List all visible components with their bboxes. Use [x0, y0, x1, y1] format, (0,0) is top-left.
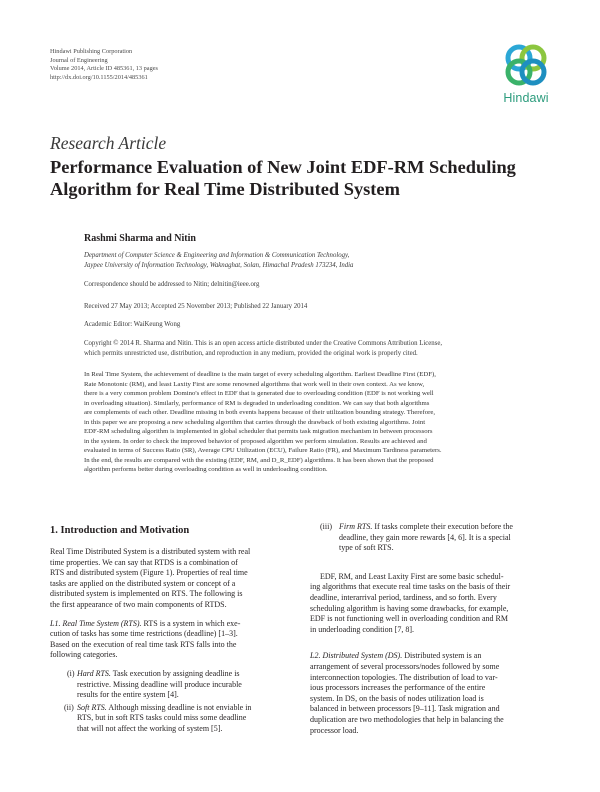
l1-first-text: RTS is a system in which exe- [141, 618, 241, 628]
text-line: type of soft RTS. [339, 543, 394, 553]
abstract-line: are complements of each other. Deadline missing in both events happens because of their utilization bounding strategy. Therefore, [84, 409, 436, 417]
list-item [50, 669, 292, 701]
correspondence-line: Correspondence should be addressed to Nitin; delnitin@ieee.org [84, 281, 260, 288]
text-line: results for the entire system [4]. [77, 690, 179, 700]
scheduling-paragraph [310, 572, 550, 636]
list-first-text: Although missing deadline is not enviable in [106, 702, 252, 712]
l2-heading: L2. Distributed System (DS). [310, 651, 403, 661]
affiliation-line: Jaypee University of Information Technology, Waknaghat, Solan, Himachal Pradesh 173234, India [84, 261, 354, 269]
abstract-line: there is a very common problem Domino's effect in EDF that is generated due to overloading condition (EDF is not working well [84, 390, 434, 398]
logo-wordmark: Hindawi [503, 91, 549, 105]
abstract-line: In the end, the results are compared with the existing (EDF, RM, and D_R_EDF) algorithms. It has been shown that the proposed [84, 456, 434, 464]
text-line: deadline, interarrival period, tardiness, and so forth. Every [310, 592, 497, 602]
abstract [84, 370, 580, 475]
text-line [310, 651, 550, 662]
abstract-line: in the system. In order to check the improved behavior of proposed algorithm we perform simulation. Results are achieved and [84, 437, 427, 445]
abstract-line: In Real Time System, the achievement of deadline is the main target of every scheduling algorithm. Earliest Deadline First (EDF), [84, 371, 436, 378]
copyright [84, 339, 584, 358]
text-line [77, 669, 292, 680]
list-first-text: Task execution by assigning deadline is [110, 668, 240, 678]
text-line: EDF is not functioning well in overloading condition and RM [310, 614, 508, 624]
academic-editor [84, 320, 584, 330]
text-line: time properties. We can say that RTDS is a combination of [50, 557, 238, 567]
title-line: Performance Evaluation of New Joint EDF-RM Scheduling [50, 157, 516, 177]
paper-title [50, 157, 570, 200]
list-term: Hard RTS. [77, 668, 111, 678]
title-line: Algorithm for Real Time Distributed System [50, 178, 400, 199]
doi-link[interactable]: http://dx.doi.org/10.1155/2014/485361 [50, 73, 148, 81]
authors: Rashmi Sharma and Nitin [84, 233, 196, 244]
correspondence [84, 280, 584, 290]
publication-info [50, 48, 350, 82]
hindawi-rings-icon [501, 40, 551, 90]
dates-line: Received 27 May 2013; Accepted 25 November 2013; Published 22 January 2014 [84, 303, 308, 310]
text-line: system. In DS, on the basis of nodes utilization load is [310, 693, 484, 703]
list-number: (iii) [320, 522, 332, 531]
list-first-text: If tasks complete their execution before the [372, 522, 513, 531]
l2-first-text: Distributed system is an [402, 651, 482, 661]
text-line: RTS, but in soft RTS tasks could miss some deadline [77, 713, 247, 723]
text-line: ious processors increases the performance of the entire [310, 683, 486, 693]
text-line: in underloading condition [7, 8]. [310, 624, 414, 634]
l1-paragraph [50, 619, 292, 661]
right-column [310, 524, 550, 744]
text-line: duplication are two methodologies that help in balancing the [310, 714, 504, 724]
text-line: restrictive. Missing deadline will produce incurable [77, 679, 242, 689]
l1-heading: L1. Real Time System (RTS). [50, 618, 142, 628]
volume-info: Volume 2014, Article ID 485361, 13 pages [50, 65, 158, 73]
list-term: Soft RTS. [77, 702, 107, 712]
copyright-line: Copyright © 2014 R. Sharma and Nitin. This is an open access article distributed under the Creative Commons Attribution License, [84, 340, 443, 347]
text-line [50, 619, 292, 630]
list-number: (ii) [64, 702, 74, 712]
text-line: following categories. [50, 650, 118, 660]
text-line: arrangement of several processors/nodes followed by some [310, 661, 500, 671]
text-line: deadline, they gain more rewards [4, 6]. It is a special [339, 532, 511, 542]
text-line: processor load. [310, 725, 359, 735]
text-line: tasks are applied on the distributed system or concept of a [50, 578, 236, 588]
text-line: Real Time Distributed System is a distributed system with real [50, 547, 251, 556]
left-column [50, 524, 292, 736]
abstract-line: evaluated in terms of Success Ratio (SR), Average CPU Utilization (ECU), Failure Ratio (FR), and Maximum Tardiness parameters. [84, 447, 442, 455]
list-item [310, 522, 550, 554]
hindawi-logo [495, 40, 557, 106]
text-line: distributed system is implemented on RTS. The following is [50, 589, 243, 599]
text-line: ing algorithms that execute real time tasks on the basis of their [310, 582, 511, 592]
list-item [50, 703, 292, 735]
text-line: EDF, RM, and Least Laxity First are some basic schedul- [320, 571, 504, 581]
dates [84, 302, 584, 312]
text-line: RTS and distributed system (Figure 1). Properties of real time [50, 568, 248, 578]
journal-name: Journal of Engineering [50, 56, 108, 64]
text-line [77, 703, 292, 714]
text-line: interconnection topologies. The distribution of load to var- [310, 672, 498, 682]
abstract-line: in overloading situation). Similarly, performance of RM is degraded in underloading condition. We can say that both algorithms [84, 399, 430, 407]
text-line: cution of tasks has some time restrictions (deadline) [1–3]. [50, 629, 238, 639]
copyright-line: which permits unrestricted use, distribution, and reproduction in any medium, provided the original work is properly cited. [84, 349, 418, 357]
text-line [339, 522, 550, 533]
editor-line: Academic Editor: WaiKeung Wong [84, 321, 181, 328]
text-line: balanced in between processors [9–11]. Task migration and [310, 704, 500, 714]
text-line: Based on the execution of real time task RTS falls into the [50, 639, 237, 649]
affiliation-line: Department of Computer Science & Engineering and Information & Communication Technology, [84, 252, 350, 259]
abstract-line: Rate Monotonic (RM), and least Laxity First are some renowned algorithms that work well in their own context. As we know, [84, 380, 425, 388]
publisher-name: Hindawi Publishing Corporation [50, 48, 133, 55]
abstract-line: EDF-RM scheduling algorithm is implemented in global scheduler that permits task migration mechanism in between processors [84, 428, 433, 436]
abstract-line: in this paper we are proposing a new scheduling algorithm that carries through the drawback of both existing algorithms. Joint [84, 418, 426, 426]
abstract-line: algorithm performs better during overloading condition as well in underloading condition. [84, 466, 328, 474]
text-line: that will not affect the working of system [5]. [77, 723, 223, 733]
intro-paragraph [50, 547, 292, 611]
affiliation [84, 251, 584, 270]
section-heading: 1. Introduction and Motivation [50, 525, 190, 536]
list-term: Firm RTS. [339, 522, 373, 531]
article-type: Research Article [50, 133, 167, 153]
text-line: scheduling algorithm is having some drawbacks, for example, [310, 603, 509, 613]
text-line: the first appearance of two main components of RTDS. [50, 599, 227, 609]
list-number: (i) [67, 668, 75, 678]
l2-paragraph [310, 651, 550, 736]
